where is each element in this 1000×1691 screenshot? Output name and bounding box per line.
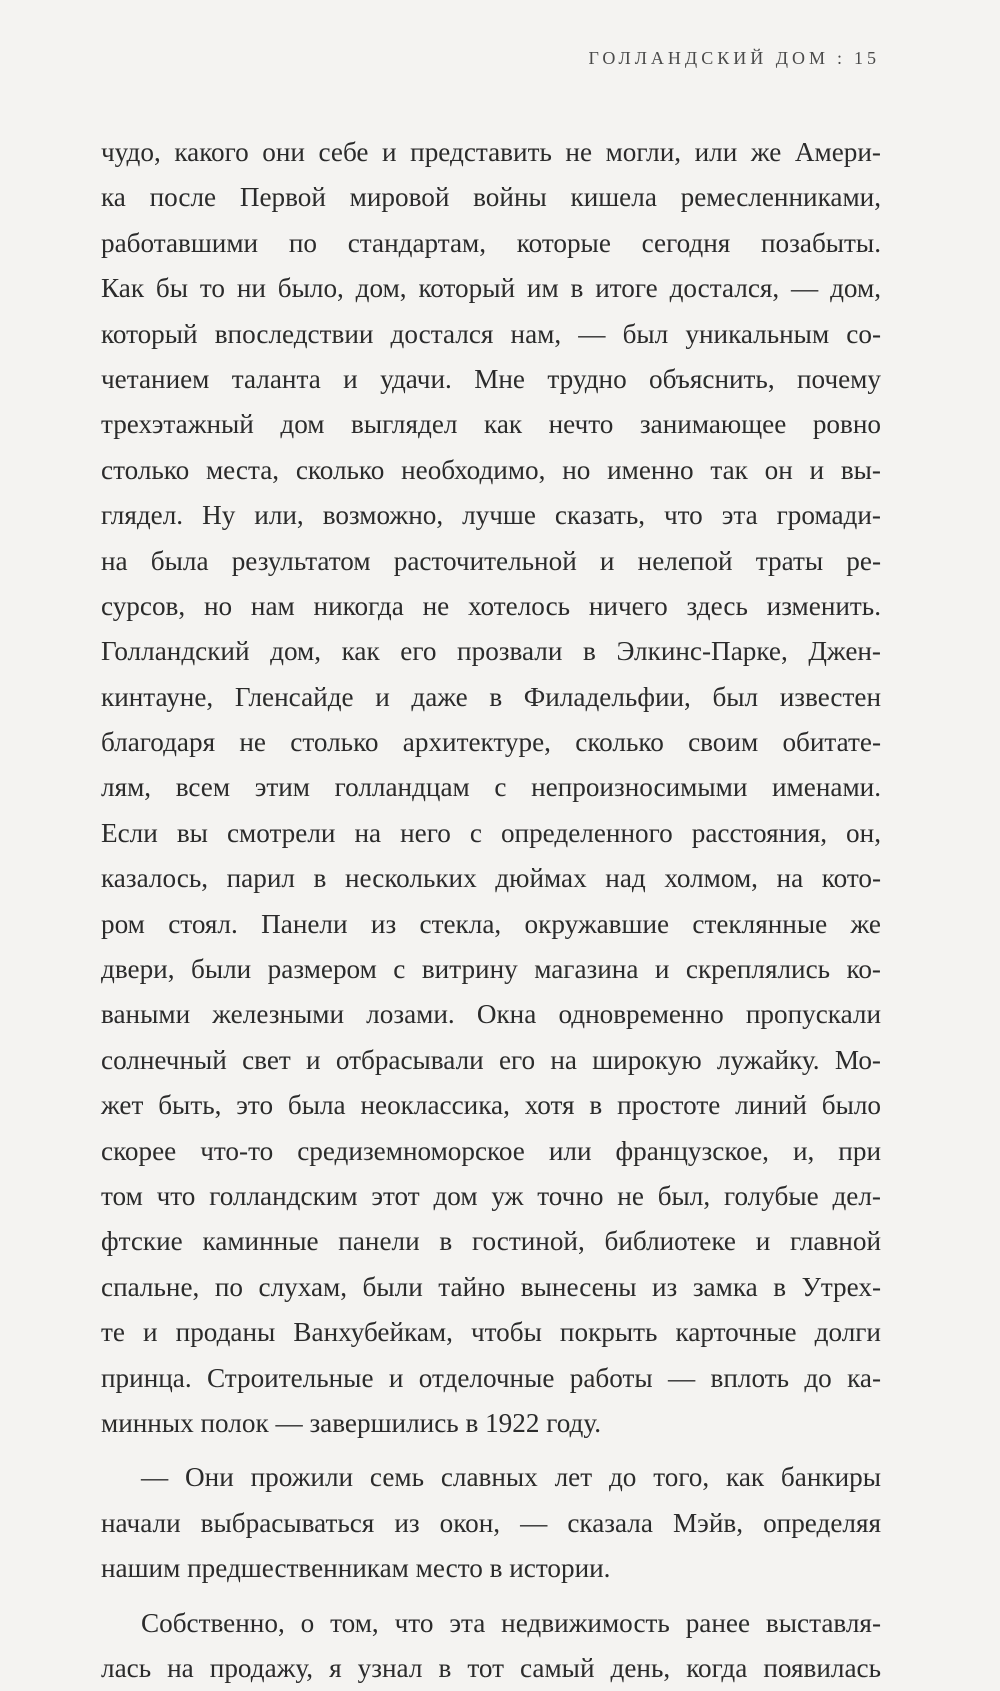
text-line: сурсов, но нам никогда не хотелось ничего здесь изменить. bbox=[101, 584, 881, 629]
page-number: 15 bbox=[854, 48, 880, 68]
text-line: том что голландским этот дом уж точно не был, голубые дел- bbox=[101, 1174, 881, 1219]
paragraph bbox=[101, 130, 881, 1446]
text-line: Как бы то ни было, дом, который им в итоге достался, — дом, bbox=[101, 266, 881, 311]
running-head bbox=[588, 48, 880, 69]
text-line: который впоследствии достался нам, — был уникальным со- bbox=[101, 312, 881, 357]
text-line: солнечный свет и отбрасывали его на широкую лужайку. Мо- bbox=[101, 1038, 881, 1083]
body-text bbox=[101, 130, 881, 1691]
text-line: столько места, сколько необходимо, но именно так он и вы- bbox=[101, 448, 881, 493]
text-line: благодаря не столько архитектуре, сколько своим обитате- bbox=[101, 720, 881, 765]
text-line: жет быть, это была неоклассика, хотя в простоте линий было bbox=[101, 1083, 881, 1128]
text-line: работавшими по стандартам, которые сегодня позабыты. bbox=[101, 221, 881, 266]
text-line: фтские каминные панели в гостиной, библиотеке и главной bbox=[101, 1219, 881, 1264]
text-line: спальне, по слухам, были тайно вынесены из замка в Утрех- bbox=[101, 1265, 881, 1310]
text-line: на была результатом расточительной и нелепой траты ре- bbox=[101, 539, 881, 584]
text-line: глядел. Ну или, возможно, лучше сказать, что эта громади- bbox=[101, 493, 881, 538]
paragraph bbox=[101, 1455, 881, 1591]
running-head-title: ГОЛЛАНДСКИЙ ДОМ bbox=[588, 48, 829, 68]
paragraph-gap bbox=[101, 1592, 881, 1601]
text-line: Голландский дом, как его прозвали в Элкинс-Парке, Джен- bbox=[101, 629, 881, 674]
text-line: лям, всем этим голландцам с непроизносимыми именами. bbox=[101, 765, 881, 810]
text-line: чудо, какого они себе и представить не могли, или же Амери- bbox=[101, 130, 881, 175]
text-line: Собственно, о том, что эта недвижимость ранее выставля- bbox=[101, 1601, 881, 1646]
text-line: ром стоял. Панели из стекла, окружавшие стеклянные же bbox=[101, 902, 881, 947]
text-line: начали выбрасываться из окон, — сказала Мэйв, определяя bbox=[101, 1501, 881, 1546]
text-line: те и проданы Ванхубейкам, чтобы покрыть карточные долги bbox=[101, 1310, 881, 1355]
text-line: — Они прожили семь славных лет до того, как банкиры bbox=[101, 1455, 881, 1500]
text-line: принца. Строительные и отделочные работы — вплоть до ка- bbox=[101, 1356, 881, 1401]
text-line: кинтауне, Гленсайде и даже в Филадельфии, был известен bbox=[101, 675, 881, 720]
text-line: скорее что-то средиземноморское или французское, и, при bbox=[101, 1129, 881, 1174]
text-line: казалось, парил в нескольких дюймах над холмом, на кото- bbox=[101, 856, 881, 901]
text-line: лась на продажу, я узнал в тот самый день, когда появилась bbox=[101, 1646, 881, 1691]
text-line: минных полок — завершились в 1922 году. bbox=[101, 1401, 881, 1446]
paragraph bbox=[101, 1601, 881, 1691]
running-head-separator: : bbox=[837, 48, 846, 68]
paragraph-gap bbox=[101, 1446, 881, 1455]
text-line: четанием таланта и удачи. Мне трудно объяснить, почему bbox=[101, 357, 881, 402]
text-line: двери, были размером с витрину магазина и скреплялись ко- bbox=[101, 947, 881, 992]
text-line: ка после Первой мировой войны кишела ремесленниками, bbox=[101, 175, 881, 220]
text-line: ваными железными лозами. Окна одновременно пропускали bbox=[101, 992, 881, 1037]
text-line: трехэтажный дом выглядел как нечто занимающее ровно bbox=[101, 402, 881, 447]
text-line: Если вы смотрели на него с определенного расстояния, он, bbox=[101, 811, 881, 856]
text-line: нашим предшественникам место в истории. bbox=[101, 1546, 881, 1591]
